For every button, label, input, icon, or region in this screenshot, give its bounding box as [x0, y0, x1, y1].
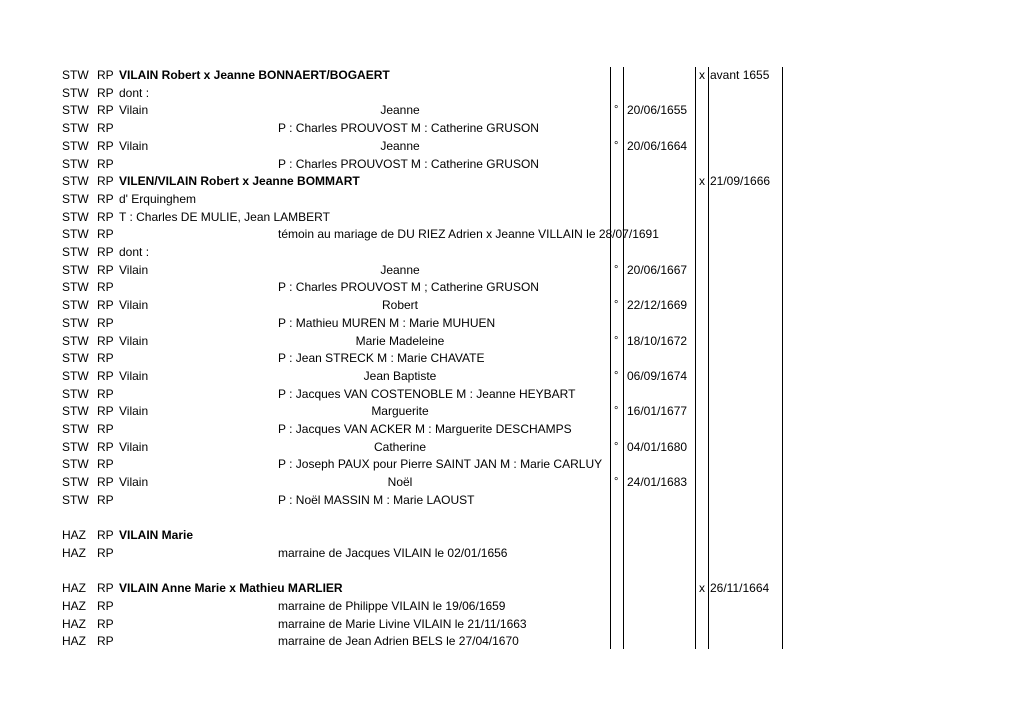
source-code: HAZ — [62, 599, 86, 613]
table-row — [0, 278, 1024, 296]
source-code: STW — [62, 103, 89, 118]
baptism-date: 18/10/1672 — [627, 333, 688, 348]
register-code: RP — [97, 599, 114, 613]
baptism-date: 24/01/1683 — [627, 475, 688, 490]
marriage-date: 26/11/1664 — [710, 581, 770, 596]
entry-name: VILAIN Robert x Jeanne BONNAERT/BOGAERT — [119, 68, 390, 82]
entry-detail: P : Charles PROUVOST M : Catherine GRUSON — [278, 156, 539, 171]
source-code: STW — [62, 209, 89, 224]
table-row — [0, 172, 1024, 190]
table-row — [0, 579, 1024, 597]
register-code: RP — [97, 298, 114, 313]
table-row — [0, 438, 1024, 456]
table-row — [0, 455, 1024, 473]
register-code: RP — [97, 280, 114, 295]
table-row — [0, 137, 1024, 155]
source-code: STW — [62, 439, 89, 454]
entry-detail: P : Noël MASSIN M : Marie LAOUST — [278, 492, 475, 507]
source-code: STW — [62, 333, 89, 348]
table-row — [0, 420, 1024, 438]
entry-name: dont : — [119, 85, 150, 100]
baptism-date: 20/06/1664 — [627, 138, 688, 153]
register-code: RP — [97, 528, 114, 543]
baptism-date: 20/06/1655 — [627, 103, 688, 118]
source-code: STW — [62, 245, 89, 259]
table-row — [0, 544, 1024, 562]
source-code: STW — [62, 262, 89, 277]
table-row — [0, 314, 1024, 332]
source-code: STW — [62, 156, 89, 171]
entry-name: Vilain — [119, 404, 149, 419]
marriage-date: 21/09/1666 — [710, 174, 771, 189]
baptism-mark: ° — [614, 405, 619, 418]
marriage-date: avant 1655 — [710, 68, 770, 82]
source-code: STW — [62, 457, 89, 472]
register-code: RP — [97, 315, 114, 330]
entry-name: Vilain — [119, 475, 149, 490]
register-code: RP — [97, 121, 114, 136]
baptism-mark: ° — [614, 139, 619, 152]
child-name: Marie Madeleine — [355, 333, 445, 348]
entry-name: Vilain — [119, 368, 149, 383]
entry-name: Vilain — [119, 439, 149, 454]
register-code: RP — [97, 634, 114, 649]
table-row — [0, 632, 1024, 650]
source-code: STW — [62, 422, 89, 436]
table-row — [0, 66, 1024, 84]
baptism-date: 22/12/1669 — [627, 298, 688, 313]
register-code: RP — [97, 156, 114, 171]
register-code: RP — [97, 545, 114, 560]
register-code: RP — [97, 227, 114, 242]
child-name: Jeanne — [380, 138, 420, 153]
register-code: RP — [97, 492, 114, 507]
register-code: RP — [97, 368, 114, 383]
table-row — [0, 473, 1024, 491]
marriage-mark: x — [699, 581, 705, 596]
table-row — [0, 402, 1024, 420]
child-name: Jeanne — [380, 103, 420, 118]
source-code: STW — [62, 368, 89, 383]
baptism-mark: ° — [614, 476, 619, 489]
baptism-date: 20/06/1667 — [627, 262, 688, 277]
table-row — [0, 190, 1024, 208]
entry-name: Vilain — [119, 333, 149, 348]
entry-detail: marraine de Philippe VILAIN le 19/06/1659 — [278, 599, 506, 613]
entry-detail: P : Jacques VAN COSTENOBLE M : Jeanne HEYBART — [278, 386, 576, 401]
baptism-mark: ° — [614, 299, 619, 312]
register-code: RP — [97, 68, 114, 82]
baptism-mark: ° — [614, 440, 619, 453]
entry-name: T : Charles DE MULIE, Jean LAMBERT — [119, 209, 330, 224]
table-row — [0, 296, 1024, 314]
register-code: RP — [97, 333, 114, 348]
child-name: Jean Baptiste — [363, 368, 437, 383]
entry-detail: marraine de Jean Adrien BELS le 27/04/1670 — [278, 634, 519, 649]
register-code: RP — [97, 85, 114, 100]
table-row — [0, 562, 1024, 580]
child-name: Marguerite — [371, 404, 429, 419]
table-row — [0, 155, 1024, 173]
table-row — [0, 526, 1024, 544]
table-row — [0, 615, 1024, 633]
table-row — [0, 208, 1024, 226]
source-code: HAZ — [62, 634, 86, 649]
source-code: STW — [62, 404, 89, 419]
source-code: STW — [62, 68, 89, 82]
entry-detail: P : Charles PROUVOST M ; Catherine GRUSON — [278, 280, 539, 295]
table-row — [0, 385, 1024, 403]
table-row — [0, 597, 1024, 615]
source-code: STW — [62, 121, 89, 136]
child-name: Jeanne — [380, 262, 420, 277]
register-code: RP — [97, 209, 114, 224]
source-code: STW — [62, 315, 89, 330]
source-code: STW — [62, 492, 89, 507]
baptism-date: 16/01/1677 — [627, 404, 688, 419]
source-code: HAZ — [62, 581, 86, 596]
register-code: RP — [97, 386, 114, 401]
baptism-date: 06/09/1674 — [627, 368, 688, 383]
entry-name: VILEN/VILAIN Robert x Jeanne BOMMART — [119, 174, 360, 189]
table-row — [0, 367, 1024, 385]
source-code: STW — [62, 191, 89, 206]
source-code: STW — [62, 475, 89, 490]
entry-name: Vilain — [119, 138, 149, 153]
entry-name: VILAIN Marie — [119, 528, 194, 543]
source-code: HAZ — [62, 528, 86, 543]
register-code: RP — [97, 404, 114, 419]
entry-detail: P : Jean STRECK M : Marie CHAVATE — [278, 351, 485, 366]
register-code: RP — [97, 138, 114, 153]
child-name: Noël — [387, 475, 413, 490]
table-row — [0, 225, 1024, 243]
entry-detail: témoin au mariage de DU RIEZ Adrien x Jeanne VILLAIN le 28/07/1691 — [278, 227, 659, 242]
register-code: RP — [97, 457, 114, 472]
register-code: RP — [97, 581, 114, 596]
entry-name: Vilain — [119, 103, 149, 118]
entry-name: dont : — [119, 245, 150, 259]
table-row — [0, 349, 1024, 367]
child-name: Catherine — [373, 439, 427, 454]
source-code: STW — [62, 280, 89, 295]
register-code: RP — [97, 475, 114, 490]
register-code: RP — [97, 351, 114, 366]
child-name: Robert — [381, 298, 419, 313]
marriage-mark: x — [699, 68, 705, 82]
source-code: HAZ — [62, 545, 86, 560]
source-code: STW — [62, 174, 89, 189]
entry-detail: P : Charles PROUVOST M : Catherine GRUSON — [278, 121, 539, 136]
source-code: STW — [62, 298, 89, 313]
table-row — [0, 491, 1024, 509]
table-row — [0, 243, 1024, 261]
register-code: RP — [97, 439, 114, 454]
entry-detail: P : Joseph PAUX pour Pierre SAINT JAN M : Marie CARLUY — [278, 457, 603, 472]
register-code: RP — [97, 174, 114, 189]
marriage-mark: x — [699, 174, 705, 189]
entry-detail: P : Jacques VAN ACKER M : Marguerite DESCHAMPS — [278, 422, 572, 436]
entry-detail: P : Mathieu MUREN M : Marie MUHUEN — [278, 315, 496, 330]
baptism-date: 04/01/1680 — [627, 439, 688, 454]
source-code: STW — [62, 351, 89, 366]
source-code: STW — [62, 386, 89, 401]
entry-name: VILAIN Anne Marie x Mathieu MARLIER — [119, 581, 343, 596]
entry-name: d' Erquinghem — [119, 191, 197, 206]
table-row — [0, 119, 1024, 137]
entry-name: Vilain — [119, 298, 149, 313]
table-row — [0, 101, 1024, 119]
register-code: RP — [97, 103, 114, 118]
register-code: RP — [97, 191, 114, 206]
source-code: STW — [62, 138, 89, 153]
entry-name: Vilain — [119, 262, 149, 277]
register-code: RP — [97, 422, 114, 436]
register-code: RP — [97, 616, 114, 631]
entry-detail: marraine de Marie Livine VILAIN le 21/11/1663 — [278, 616, 527, 631]
source-code: HAZ — [62, 616, 86, 631]
source-code: STW — [62, 227, 89, 242]
baptism-mark: ° — [614, 104, 619, 117]
register-code: RP — [97, 262, 114, 277]
table-row — [0, 509, 1024, 527]
entry-detail: marraine de Jacques VILAIN le 02/01/1656 — [278, 545, 508, 560]
baptism-mark: ° — [614, 263, 619, 276]
baptism-mark: ° — [614, 369, 619, 382]
source-code: STW — [62, 85, 89, 100]
baptism-mark: ° — [614, 334, 619, 347]
table-row — [0, 84, 1024, 102]
table-row — [0, 261, 1024, 279]
table-row — [0, 332, 1024, 350]
register-code: RP — [97, 245, 114, 259]
